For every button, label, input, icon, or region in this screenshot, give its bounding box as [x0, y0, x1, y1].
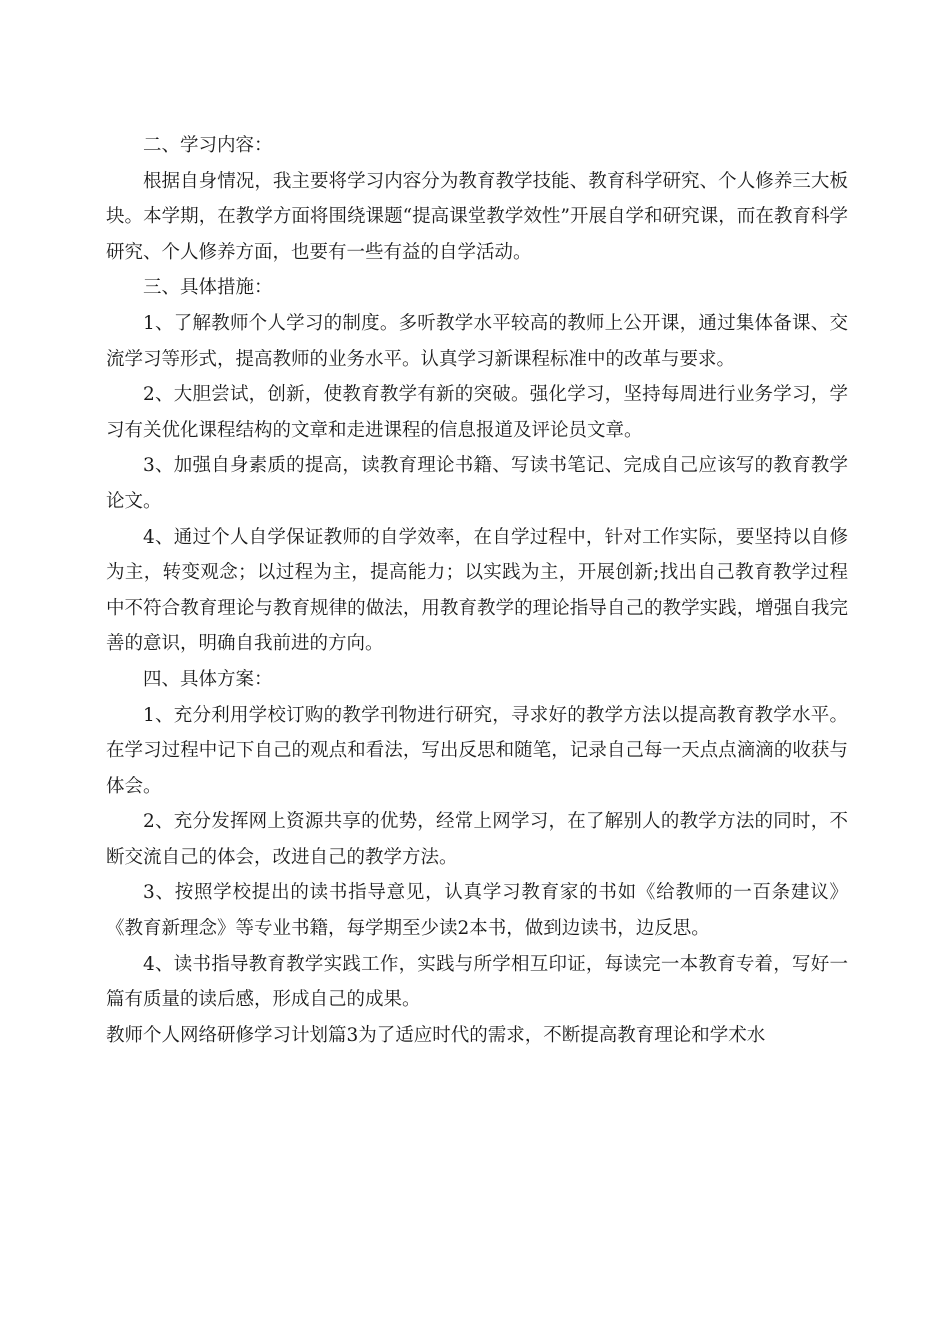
- paragraph-measure-4: 4、通过个人自学保证教师的自学效率，在自学过程中，针对工作实际，要坚持以自修为主，转变观念；以过程为主，提高能力；以实践为主，开展创新;找出自己教育教学过程中不符合教育理论与教育规律的做法，用教育教学的理论指导自己的教学实践，增强自我完善的意识，明确自我前进的方向。: [106, 526, 848, 655]
- paragraph-measure-3: 3、加强自身素质的提高，读教育理论书籍、写读书笔记、完成自己应该写的教育教学论文。: [106, 455, 848, 512]
- paragraph-plan-1: 1、充分利用学校订购的教学刊物进行研究，寻求好的教学方法以提高教育教学水平。在学习过程中记下自己的观点和看法，写出反思和随笔，记录自己每一天点点滴滴的收获与体会。: [106, 704, 848, 797]
- paragraph-study-content: 根据自身情况，我主要将学习内容分为教育教学技能、教育科学研究、个人修养三大板块。本学期，在教学方面将围绕课题“提高课堂教学效性”开展自学和研究课，而在教育科学研究、个人修养方面，也要有一些有益的自学活动。: [106, 170, 848, 263]
- paragraph-plan-4: 4、读书指导教育教学实践工作，实践与所学相互印证，每读完一本教育专着，写好一篇有质量的读后感，形成自己的成果。: [106, 953, 848, 1011]
- document-body: [106, 128, 848, 1053]
- section-heading-measures: 三、具体措施：: [143, 277, 273, 299]
- section-heading-study-content: 二、学习内容：: [143, 135, 273, 156]
- paragraph-measure-1: 1、了解教师个人学习的制度。多听教学水平较高的教师上公开课，通过集体备课、交流学习等形式，提高教师的业务水平。认真学习新课程标准中的改革与要求。: [106, 312, 848, 370]
- paragraph-plan-3: 3、按照学校提出的读书指导意见，认真学习教育家的书如《给教师的一百条建议》《教育新理念》等专业书籍，每学期至少读2本书，做到边读书，边反思。: [106, 882, 848, 940]
- paragraph-plan-2: 2、充分发挥网上资源共享的优势，经常上网学习，在了解别人的教学方法的同时，不断交流自己的体会，改进自己的教学方法。: [106, 811, 848, 868]
- paragraph-next-article-start: 教师个人网络研修学习计划篇3为了适应时代的需求，不断提高教育理论和学术水: [106, 1024, 766, 1046]
- section-heading-plan: 四、具体方案：: [143, 668, 273, 690]
- paragraph-measure-2: 2、大胆尝试，创新，使教育教学有新的突破。强化学习，坚持每周进行业务学习，学习有关优化课程结构的文章和走进课程的信息报道及评论员文章。: [106, 384, 848, 441]
